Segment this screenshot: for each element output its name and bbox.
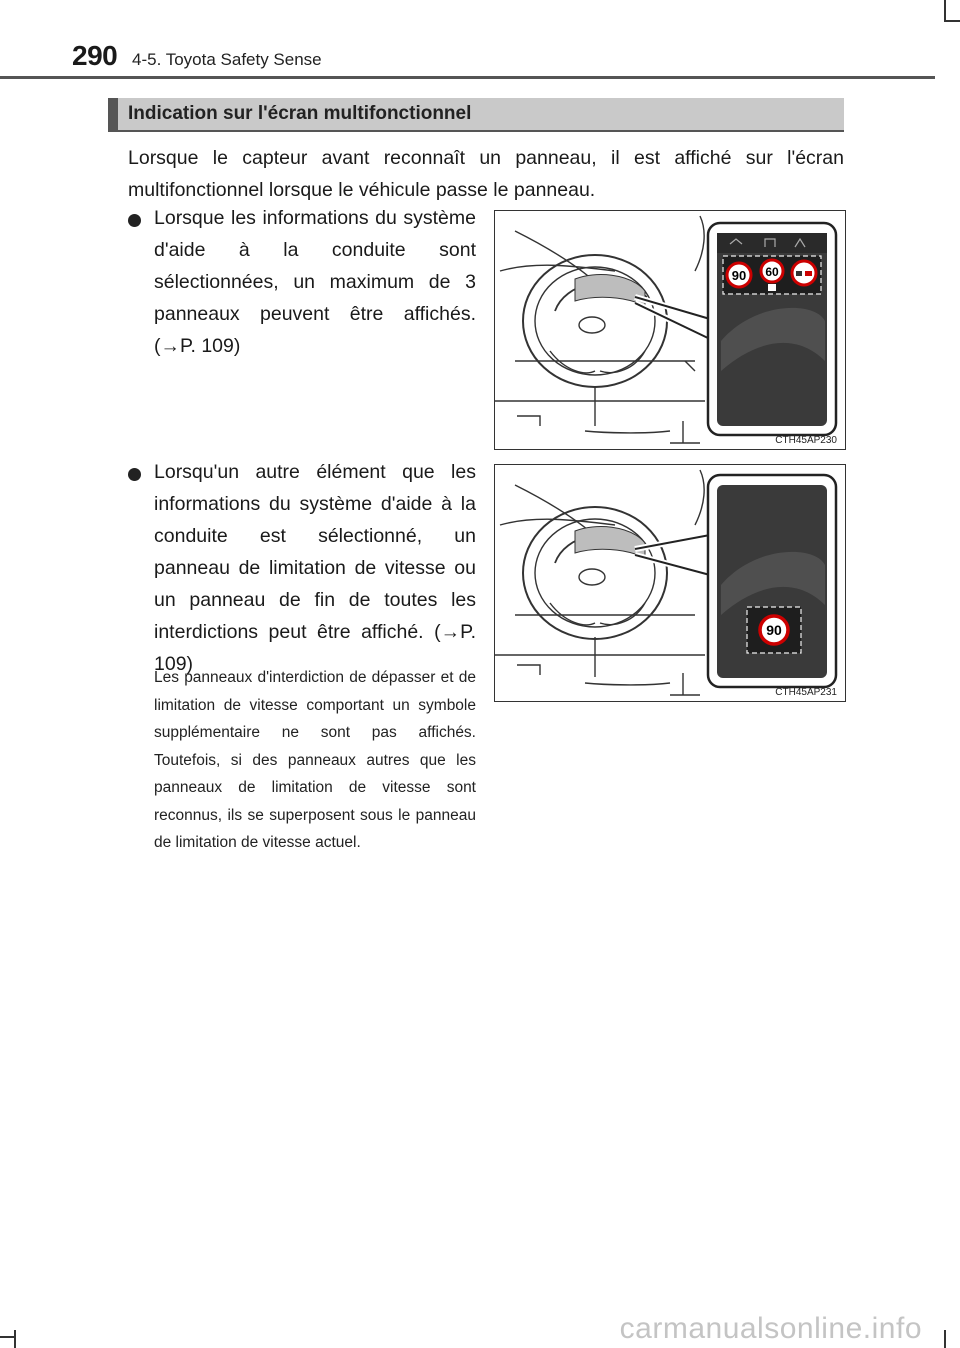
speed-sign-90: 90 [731, 268, 747, 283]
section-header [108, 98, 844, 132]
figure-multi-sign-display [494, 210, 846, 450]
bullet-text: Lorsqu'un autre élément que les informations du système d'aide à la conduite est sélectionné, un panneau de limitation de vitesse ou un panneau de fin de toutes les interdictions peut être affiché. (→P. 109) [154, 461, 476, 675]
figure-code: CTH45AP230 [775, 435, 837, 446]
crop-mark [944, 0, 946, 22]
crop-mark [944, 20, 960, 22]
bullet-text: Lorsque les informations du système d'aide à la conduite sont sélectionnées, un maximum de 3 panneaux peuvent être affichés. (→P. 109) [154, 207, 476, 357]
dashboard-illustration [495, 211, 845, 449]
figure-code: CTH45AP231 [775, 687, 837, 698]
header-rule [0, 76, 935, 79]
intro-paragraph: Lorsque le capteur avant reconnaît un panneau, il est affiché sur l'écran multifonctionnel lorsque le véhicule passe le panneau. [128, 147, 844, 201]
bullet-icon [128, 214, 141, 227]
crop-mark [14, 1330, 16, 1348]
figure-single-sign-display [494, 464, 846, 702]
bullet-item [128, 456, 476, 680]
watermark: carmanualsonline.info [619, 1312, 922, 1345]
chapter-title: 4-5. Toyota Safety Sense [132, 50, 322, 69]
dashboard-illustration [495, 465, 845, 701]
speed-sign-90: 90 [766, 622, 782, 638]
page-number: 290 [72, 40, 118, 71]
crop-mark [0, 1336, 16, 1338]
note-paragraph: Les panneaux d'interdiction de dépasser et de limitation de vitesse comportant un symbole supplémentaire ne sont pas affichés. Toutefois, si des panneaux autres que les panneaux de limitation de vitesse sont reconnus, ils se superposent sous le panneau de limitation de vitesse actuel. [154, 669, 476, 851]
section-title: Indication sur l'écran multifonctionnel [128, 103, 472, 124]
bullet-icon [128, 468, 141, 481]
bullet-item [128, 202, 476, 362]
section-accent [108, 98, 118, 130]
speed-sign-60: 60 [765, 265, 779, 279]
crop-mark [944, 1330, 946, 1348]
